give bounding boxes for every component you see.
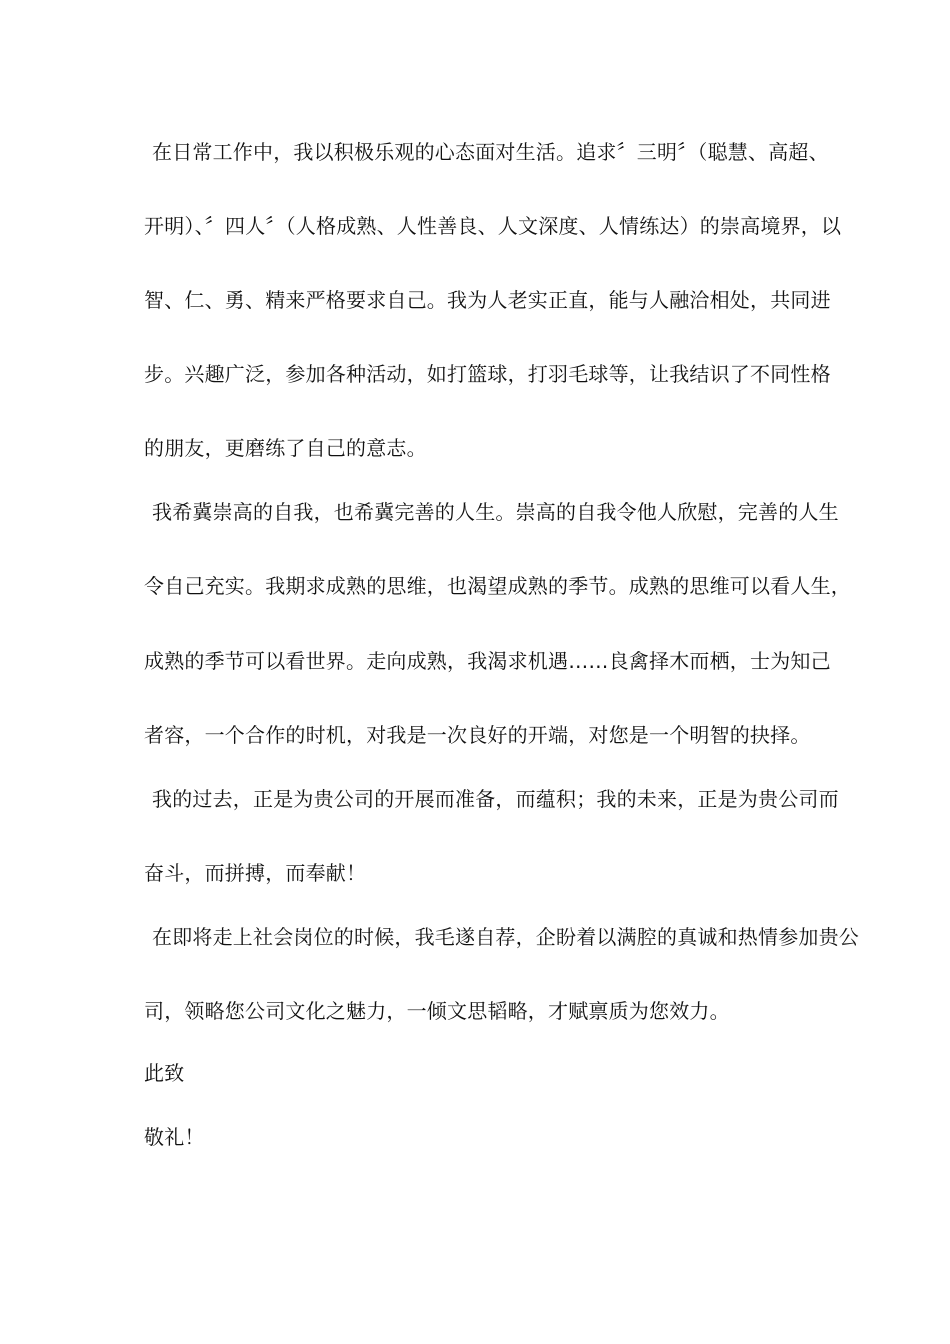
paragraph-1-line-4: 步。兴趣广泛，参加各种活动，如打篮球，打羽毛球等，让我结识了不同性格 bbox=[144, 362, 831, 386]
paragraph-2-line-4: 者容，一个合作的时机，对我是一次良好的开端，对您是一个明智的抉择。 bbox=[144, 723, 811, 747]
paragraph-2-line-3: 成熟的季节可以看世界。走向成熟，我渴求机遇……良禽择木而栖，士为知己 bbox=[144, 649, 831, 673]
paragraph-1-line-1: 在日常工作中，我以积极乐观的心态面对生活。追求〞三明〞（聪慧、高超、 bbox=[152, 140, 829, 164]
paragraph-2-line-1: 我希冀崇高的自我，也希冀完善的人生。崇高的自我令他人欣慰，完善的人生 bbox=[152, 500, 839, 524]
paragraph-4-line-2: 司，领略您公司文化之魅力，一倾文思韬略，才赋禀质为您效力。 bbox=[144, 999, 730, 1023]
paragraph-2-line-2: 令自己充实。我期求成熟的思维，也渴望成熟的季节。成熟的思维可以看人生， bbox=[144, 574, 851, 598]
paragraph-1-line-2: 开明）、〞四人〞（人格成熟、人性善良、人文深度、人情练达）的崇高境界，以 bbox=[144, 214, 842, 238]
paragraph-4-line-1: 在即将走上社会岗位的时候，我毛遂自荐，企盼着以满腔的真诚和热情参加贵公 bbox=[152, 925, 859, 949]
closing-salutation: 此致 bbox=[144, 1061, 185, 1085]
paragraph-3-line-1: 我的过去，正是为贵公司的开展而准备，而蕴积；我的未来，正是为贵公司而 bbox=[152, 787, 839, 811]
closing-regards: 敬礼！ bbox=[144, 1125, 205, 1149]
paragraph-1-line-3: 智、仁、勇、精来严格要求自己。我为人老实正直，能与人融洽相处，共同进 bbox=[144, 288, 831, 312]
paragraph-1-line-5: 的朋友，更磨练了自己的意志。 bbox=[144, 436, 427, 460]
paragraph-3-line-2: 奋斗，而拼搏，而奉献！ bbox=[144, 861, 367, 885]
